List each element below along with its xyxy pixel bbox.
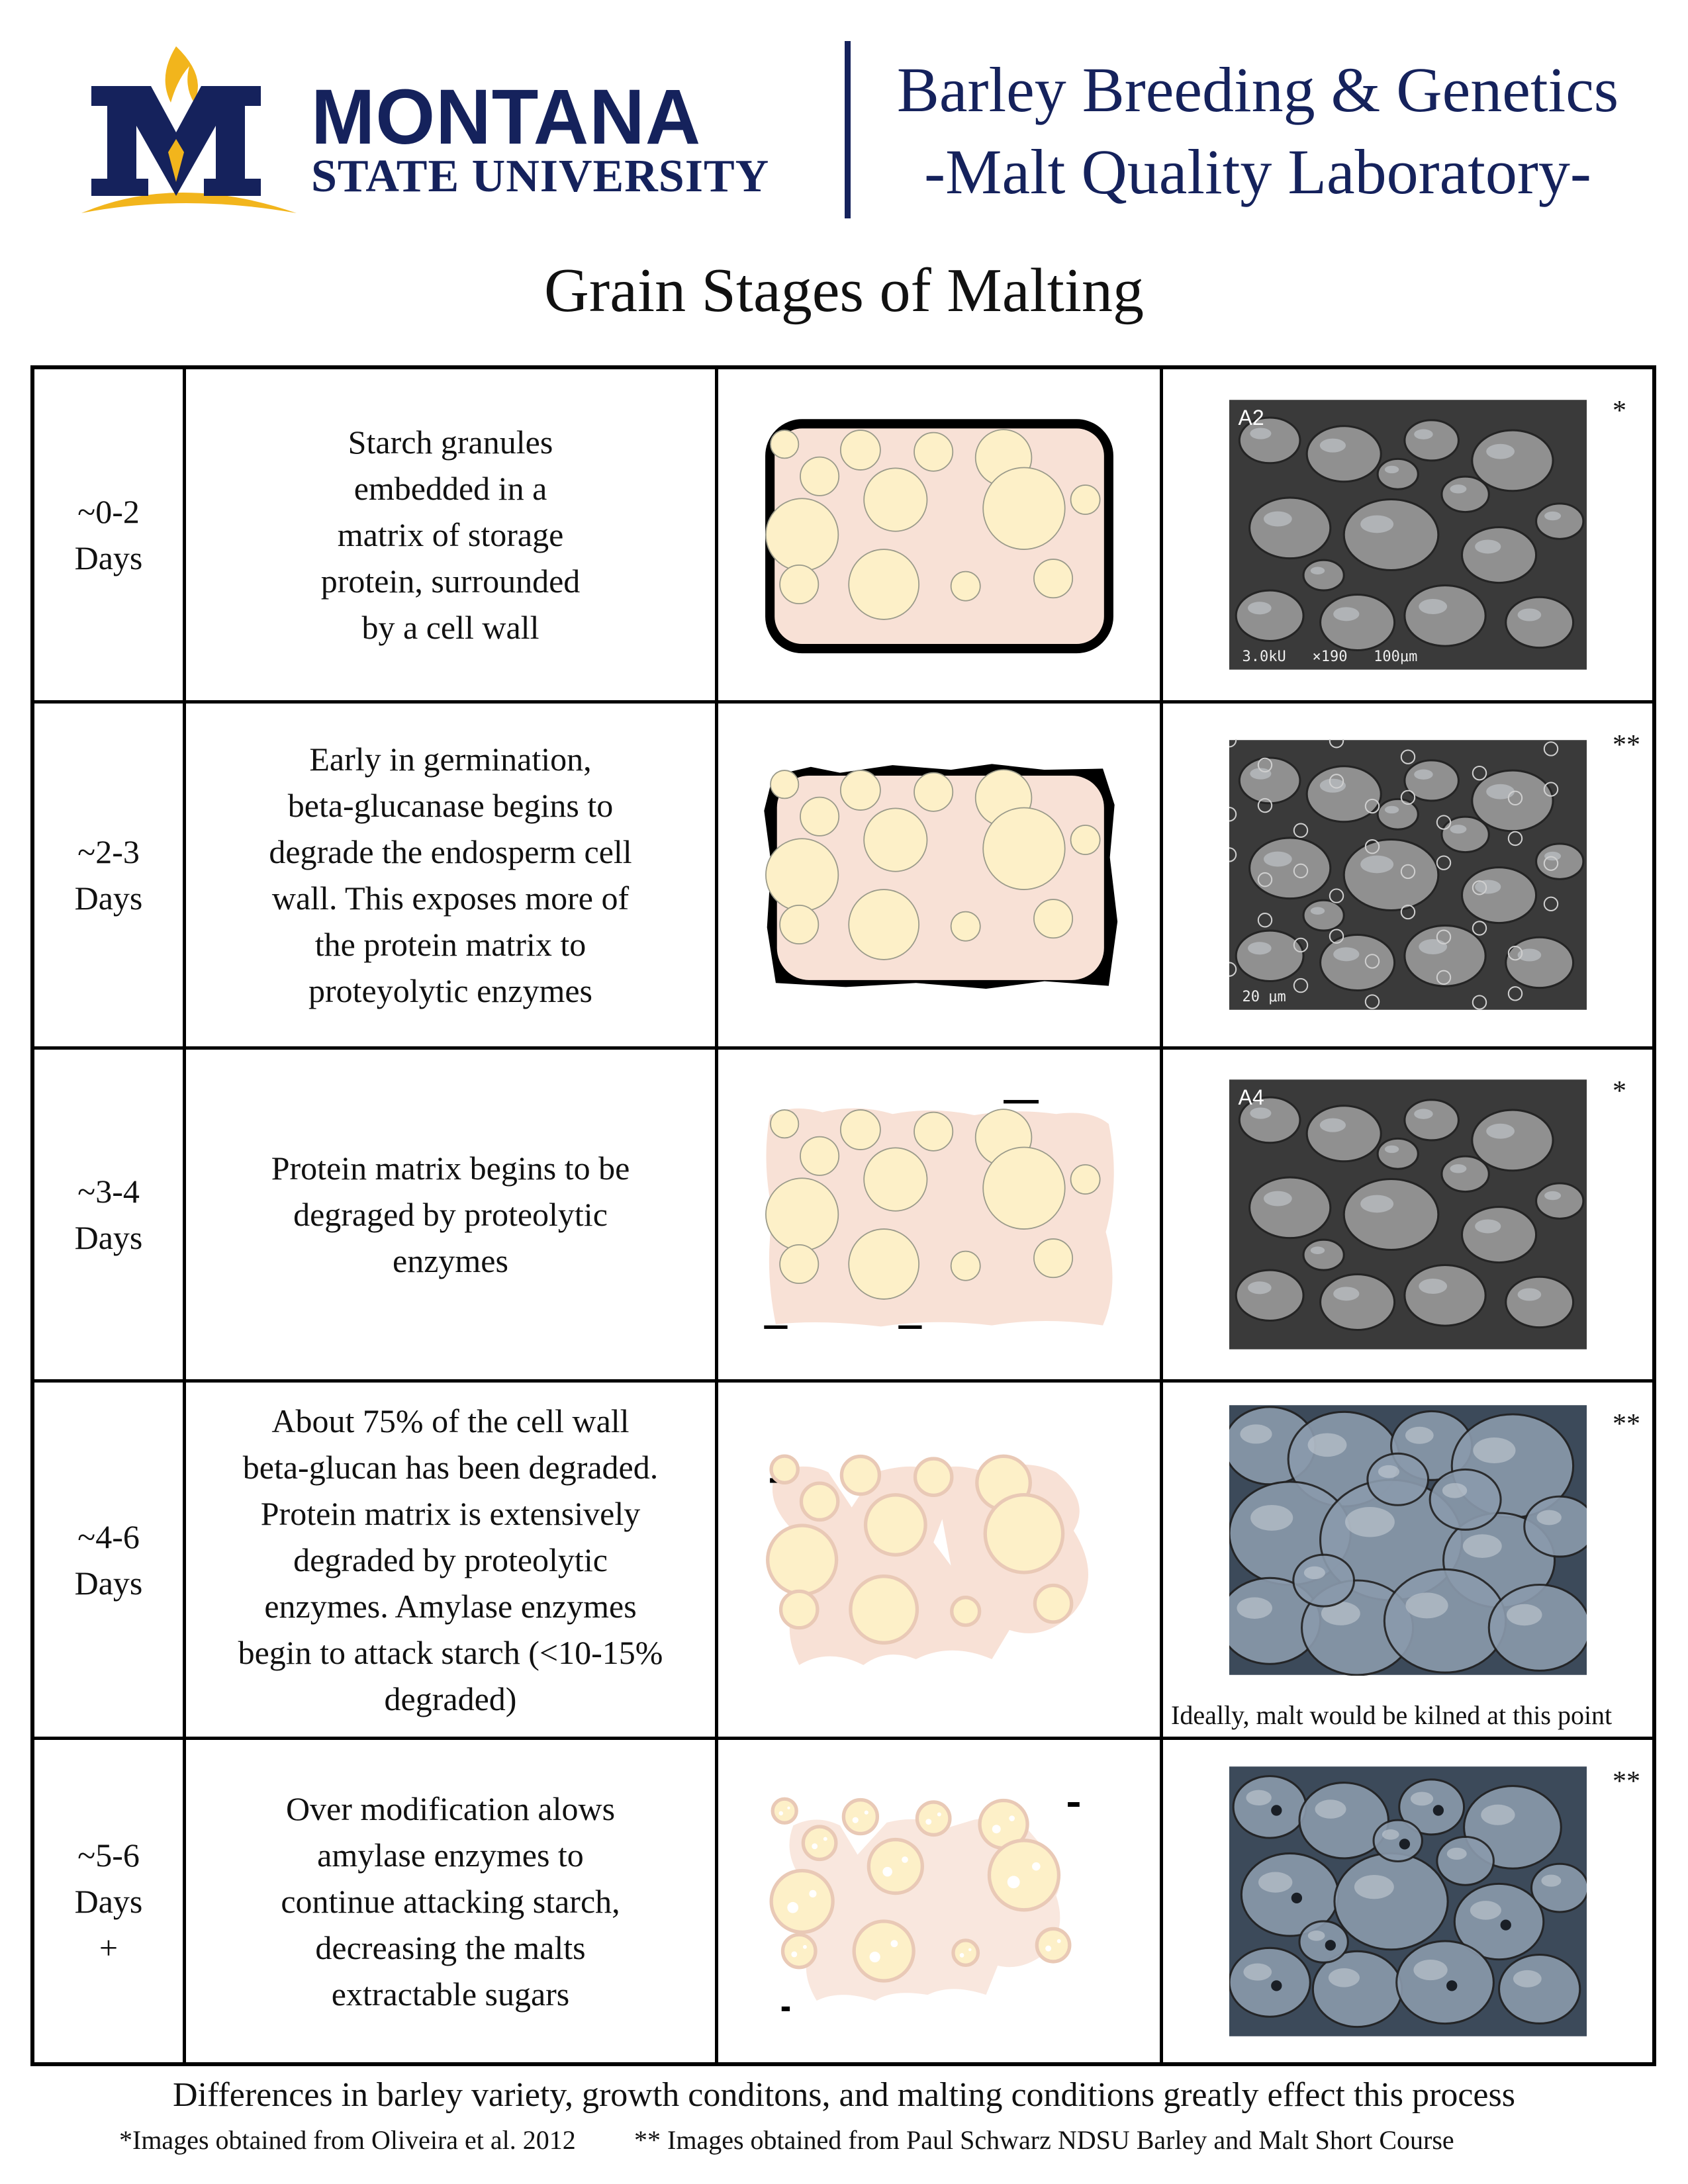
stage-description-line: by a cell wall <box>361 609 539 646</box>
photo-panel-label: A4 <box>1238 1085 1264 1109</box>
stage-description-line: proteyolytic enzymes <box>308 972 593 1009</box>
starch-granule <box>780 1245 818 1283</box>
stage-description-line: amylase enzymes to <box>317 1836 584 1874</box>
stage-diagram-cell <box>718 704 1160 1046</box>
starch-granule <box>765 1178 837 1250</box>
starch-granule <box>765 498 837 570</box>
starch-granule <box>951 572 980 601</box>
starch-granule <box>771 770 798 798</box>
starch-granule <box>865 1494 925 1555</box>
stage-description-line: wall. This exposes more of <box>271 880 630 917</box>
stage-photo-caption: Ideally, malt would be kilned at this point <box>1171 1700 1613 1730</box>
stage-days-line: Days <box>74 1882 143 1920</box>
stage-description-line: Early in germination, <box>309 741 592 778</box>
lab-title-line-1: Barley Breeding & Genetics <box>896 54 1619 125</box>
photo-panel-label: A2 <box>1238 406 1264 430</box>
lab-title-line-2: -Malt Quality Laboratory- <box>924 136 1591 207</box>
starch-granule <box>803 1827 836 1860</box>
endosperm-cell-diagram <box>741 1762 1138 2040</box>
university-name: MONTANA <box>311 73 702 161</box>
sem-micrograph <box>1229 1404 1587 1676</box>
photo-scale-bar: 20 μm <box>1242 989 1286 1005</box>
starch-granule <box>914 1113 953 1151</box>
stage-photo-cell <box>1163 1050 1652 1379</box>
stage-description <box>186 1740 715 2062</box>
stage-days-line: Days <box>74 880 143 917</box>
endosperm-cell-diagram <box>741 392 1138 677</box>
starch-granule <box>989 1840 1058 1909</box>
starch-granule <box>780 1591 817 1627</box>
stage-days <box>34 1383 183 1737</box>
starch-granule <box>771 1110 798 1138</box>
starch-granule <box>800 457 839 496</box>
starch-granule <box>864 468 927 531</box>
stage-description-line: Starch granules <box>348 424 553 461</box>
stage-description-line: About 75% of the cell wall <box>271 1402 630 1439</box>
stage-photo-cell <box>1163 1383 1652 1737</box>
stage-description <box>186 704 715 1046</box>
stage-days-line: Days <box>74 1219 143 1256</box>
starch-granule <box>840 770 880 810</box>
stage-description-line: enzymes. Amylase enzymes <box>264 1587 637 1625</box>
starch-granule <box>800 1137 839 1175</box>
starch-granule <box>854 1921 914 1981</box>
stage-description-line: extractable sugars <box>331 1975 570 2013</box>
stage-days-line: ~2-3 <box>77 833 140 870</box>
stage-diagram-cell <box>718 369 1160 700</box>
image-source-marker: ** <box>1613 1766 1640 1797</box>
stage-diagram-cell <box>718 1050 1160 1379</box>
stage-description-line: Protein matrix is extensively <box>260 1494 641 1532</box>
stage-photo-cell <box>1163 1740 1652 2062</box>
starch-granule <box>771 430 798 458</box>
starch-granule <box>864 808 927 871</box>
starch-granule <box>765 839 837 911</box>
starch-granule <box>951 1597 979 1625</box>
starch-granule <box>983 1148 1065 1230</box>
starch-granule <box>1033 1239 1072 1277</box>
sem-micrograph <box>1229 1766 1587 2037</box>
starch-granule <box>1037 1929 1070 1962</box>
stage-description-line: degraded) <box>384 1680 517 1717</box>
starch-granule <box>985 1494 1062 1572</box>
page-title: Grain Stages of Malting <box>544 256 1144 325</box>
starch-granule <box>801 1483 837 1520</box>
sem-micrograph <box>1229 1079 1587 1350</box>
starch-granule <box>782 1934 815 1968</box>
university-subtitle: STATE UNIVERSITY <box>311 151 770 202</box>
image-source-marker: ** <box>1613 1409 1640 1439</box>
stage-photo-cell <box>1163 369 1652 700</box>
image-source-marker: * <box>1613 1076 1626 1107</box>
stage-description <box>186 369 715 700</box>
stage-days-line: ~5-6 <box>77 1836 140 1874</box>
stage-days-line: Days <box>74 539 143 576</box>
starch-granule <box>767 1525 836 1594</box>
stage-description-line: matrix of storage <box>337 516 564 553</box>
stage-days-line: ~3-4 <box>77 1173 140 1210</box>
starch-granule <box>771 1456 798 1482</box>
stage-days <box>34 1740 183 2062</box>
starch-granule <box>1035 1585 1071 1621</box>
starch-granule <box>773 1799 796 1823</box>
stage-description-line: Protein matrix begins to be <box>271 1150 630 1187</box>
starch-granule <box>951 1251 980 1281</box>
stage-description-line: degraged by proteolytic <box>293 1196 608 1233</box>
image-source-marker: ** <box>1613 730 1640 760</box>
endosperm-cell-diagram <box>741 1421 1138 1699</box>
starch-granule <box>917 1801 950 1835</box>
stage-description-line: enzymes <box>393 1242 508 1279</box>
stage-description <box>186 1050 715 1379</box>
stage-description-line: beta-glucanase begins to <box>287 787 614 824</box>
photo-scale-bar: 3.0kU ×190 100μm <box>1242 649 1418 665</box>
starch-granule <box>843 1799 877 1833</box>
starch-granule <box>1070 1165 1100 1194</box>
stage-photo-cell <box>1163 704 1652 1046</box>
image-source-marker: * <box>1613 396 1626 426</box>
stage-description-line: beta-glucan has been degraded. <box>242 1448 659 1486</box>
endosperm-cell-diagram <box>741 1075 1138 1353</box>
stage-description-line: embedded in a <box>353 470 547 507</box>
stage-days-line: + <box>99 1929 118 1966</box>
stage-description-line: decreasing the malts <box>315 1929 586 1966</box>
stage-days <box>34 1050 183 1379</box>
starch-granule <box>864 1148 927 1210</box>
starch-granule <box>1070 825 1100 854</box>
starch-granule <box>1033 899 1072 938</box>
starch-granule <box>914 773 953 811</box>
endosperm-cell-diagram <box>741 736 1138 1014</box>
starch-granule <box>840 430 880 470</box>
starch-granule <box>983 468 1065 550</box>
msu-logo-mark <box>78 40 297 218</box>
starch-granule <box>780 905 818 944</box>
stage-description-line: degrade the endosperm cell <box>269 833 632 870</box>
footer-note: Differences in barley variety, growth conditons, and malting conditions greatly effect this process <box>173 2076 1515 2114</box>
stage-description <box>186 1383 715 1737</box>
starch-granule <box>1033 559 1072 598</box>
stage-diagram-cell <box>718 1740 1160 2062</box>
stage-days <box>34 704 183 1046</box>
starch-granule <box>953 1940 978 1965</box>
starch-granule <box>771 1870 833 1932</box>
sem-micrograph <box>1229 739 1587 1011</box>
starch-granule <box>841 1456 879 1494</box>
starch-granule <box>914 433 953 471</box>
stage-description-line: protein, surrounded <box>320 563 581 600</box>
image-credit-oliveira: *Images obtained from Oliveira et al. 2012 <box>119 2125 576 2155</box>
sem-micrograph <box>1229 399 1587 670</box>
stage-description-line: continue attacking starch, <box>281 1882 620 1920</box>
starch-granule <box>800 797 839 836</box>
starch-granule <box>849 1229 919 1299</box>
starch-granule <box>780 565 818 604</box>
stage-days-line: ~0-2 <box>77 493 140 530</box>
starch-granule <box>1070 485 1100 514</box>
starch-granule <box>849 549 919 619</box>
stage-description-line: Over modification alows <box>285 1790 616 1827</box>
starch-granule <box>868 1839 922 1893</box>
starch-granule <box>915 1459 951 1495</box>
stage-days-line: Days <box>74 1564 143 1602</box>
image-credit-schwarz: ** Images obtained from Paul Schwarz NDSU Barley and Malt Short Course <box>634 2125 1454 2155</box>
header-divider <box>845 41 851 218</box>
starch-granule <box>849 889 919 960</box>
stage-description-line: the protein matrix to <box>314 926 586 963</box>
stage-days <box>34 369 183 700</box>
starch-granule <box>850 1576 917 1643</box>
starch-granule <box>983 808 1065 890</box>
starch-granule <box>951 912 980 941</box>
stage-description-line: begin to attack starch (<10-15% <box>238 1633 663 1671</box>
stage-days-line: ~4-6 <box>77 1518 140 1555</box>
starch-granule <box>840 1110 880 1150</box>
stage-diagram-cell <box>718 1383 1160 1737</box>
stage-description-line: degraded by proteolytic <box>293 1541 608 1578</box>
